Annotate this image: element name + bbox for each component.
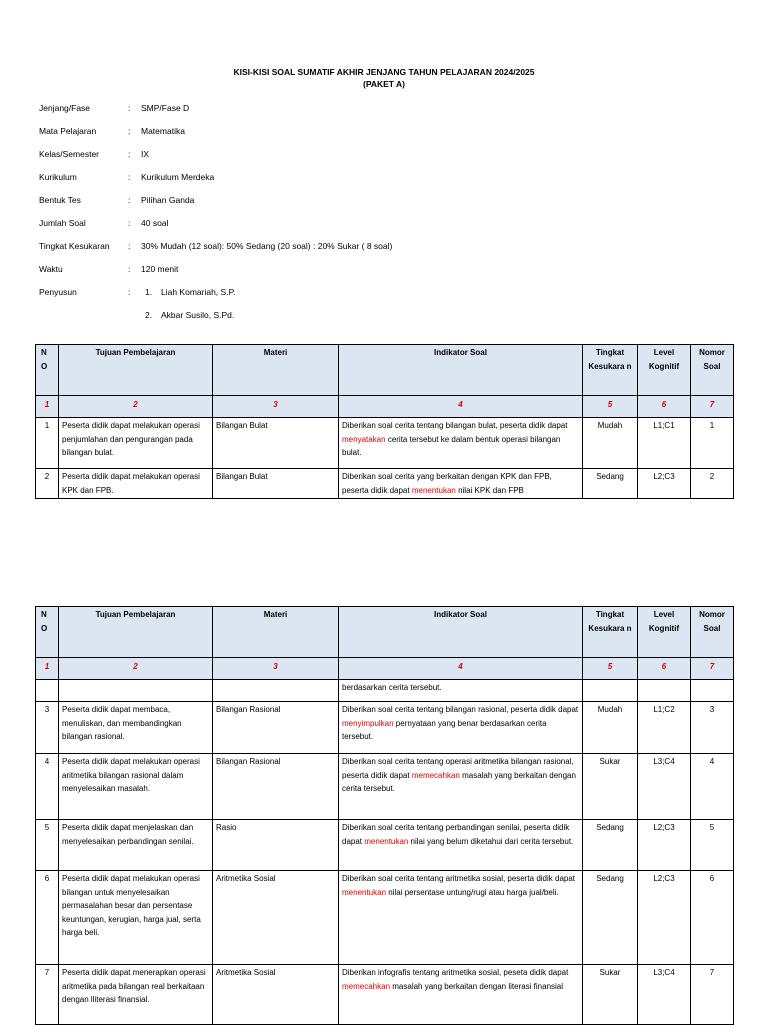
cell-nomor: 6: [691, 871, 734, 965]
table-row: [36, 754, 734, 820]
meta-label: Waktu: [39, 264, 63, 274]
indikator-text: masalah yang berkaitan dengan cerita tersebut.: [342, 770, 576, 794]
title-line-2: (PAKET A): [362, 79, 406, 89]
indikator-verb: menentukan: [342, 887, 387, 897]
meta-value: Pilihan Ganda: [141, 195, 195, 205]
indikator-text: nilai persentase untung/rugi atau harga jual/beli.: [386, 887, 559, 897]
cell-nomor: 5: [691, 820, 734, 871]
cell-nomor: 1: [691, 418, 734, 469]
cell-indikator: [339, 418, 583, 469]
indikator-text: nilai yang belum diketahui dari cerita tersebut.: [408, 836, 574, 846]
column-index: 5: [583, 658, 638, 680]
cell-level: L3;C4: [638, 754, 691, 820]
indikator-text: Diberikan soal cerita tentang bilangan bulat, peserta didik dapat: [342, 421, 568, 430]
cell-indikator: berdasarkan cerita tersebut.: [339, 680, 583, 702]
cell-materi: Bilangan Rasional: [213, 754, 339, 820]
indikator-text: pernyataan yang benar berdasarkan cerita tersebut.: [342, 718, 547, 742]
meta-colon: :: [128, 195, 131, 205]
column-index: 4: [339, 396, 583, 418]
column-index: 2: [59, 658, 213, 680]
header-materi: Materi: [213, 607, 339, 658]
cell-tingkat: [583, 680, 638, 702]
cell-materi: Aritmetika Sosial: [213, 965, 339, 1025]
column-index: 5: [583, 396, 638, 418]
meta-label: Jumlah Soal: [39, 218, 86, 228]
header-nomor: Nomor Soal: [691, 345, 734, 396]
cell-tingkat: Mudah: [583, 702, 638, 754]
cell-tingkat: Sedang: [583, 871, 638, 965]
meta-colon: :: [128, 287, 131, 297]
cell-tujuan: Peserta didik dapat melakukan operasi KPK dan FPB.: [59, 469, 213, 499]
column-index: 4: [339, 658, 583, 680]
column-index: 6: [638, 396, 691, 418]
cell-indikator: [339, 820, 583, 871]
kisi-table-page-1: [35, 344, 734, 499]
column-index: 3: [213, 658, 339, 680]
penyusun-number: 1.: [145, 287, 153, 297]
table-row: [36, 820, 734, 871]
penyusun-name: Akbar Susilo, S.Pd.: [161, 310, 235, 320]
table-row: [36, 469, 734, 499]
cell-no: 2: [36, 469, 59, 499]
meta-value: 30% Mudah (12 soal): 50% Sedang (20 soal) : 20% Sukar ( 8 soal): [141, 241, 393, 251]
cell-nomor: 7: [691, 965, 734, 1025]
column-index-row: [36, 396, 734, 418]
table-row: [36, 418, 734, 469]
meta-value: 120 menit: [141, 264, 179, 274]
indikator-text: Diberikan soal cerita yang berkaitan dengan KPK dan FPB, peserta didik dapat: [342, 472, 552, 495]
cell-indikator: [339, 754, 583, 820]
indikator-text: nilai KPK dan FPB: [455, 485, 524, 495]
indikator-verb: menyimpulkan: [342, 718, 394, 728]
penyusun-number: 2.: [145, 310, 153, 320]
column-index: 1: [36, 658, 59, 680]
table-row: [36, 871, 734, 965]
header-no: N O: [36, 607, 59, 658]
cell-materi: Bilangan Rasional: [213, 702, 339, 754]
document-title: [0, 66, 768, 90]
cell-tingkat: Sedang: [583, 469, 638, 499]
meta-label: Bentuk Tes: [39, 195, 81, 205]
cell-level: L2;C3: [638, 871, 691, 965]
column-index: 7: [691, 396, 734, 418]
column-index: 7: [691, 658, 734, 680]
indikator-text: Diberikan soal cerita tentang perbandingan senilai, peserta didik dapat: [342, 823, 570, 846]
cell-level: L3;C4: [638, 965, 691, 1025]
indikator-text: Diberikan soal cerita tentang aritmetika sosial, peserta didik dapat: [342, 874, 576, 883]
indikator-verb: menyatakan: [342, 434, 386, 444]
cell-nomor: [691, 680, 734, 702]
meta-colon: :: [128, 126, 131, 136]
meta-label: Tingkat Kesukaran: [39, 241, 110, 251]
table-row-continuation: [36, 680, 734, 702]
cell-tingkat: Sukar: [583, 965, 638, 1025]
indikator-verb: memecahkan: [342, 981, 391, 991]
cell-level: L2;C3: [638, 820, 691, 871]
indikator-text: Diberikan infografis tentang aritmetika sosial, peseta didik dapat: [342, 968, 569, 977]
cell-no: [36, 680, 59, 702]
table-header-row: [36, 607, 734, 658]
cell-no: 3: [36, 702, 59, 754]
column-index-row: [36, 658, 734, 680]
header-tingkat: Tingkat Kesukara n: [583, 345, 638, 396]
meta-label: Penyusun: [39, 287, 77, 297]
cell-indikator: [339, 702, 583, 754]
meta-colon: :: [128, 218, 131, 228]
table-header-row: [36, 345, 734, 396]
header-no: N O: [36, 345, 59, 396]
meta-colon: :: [128, 103, 131, 113]
header-indikator: Indikator Soal: [339, 607, 583, 658]
indikator-text: cerita tersebut ke dalam bentuk operasi bilangan bulat.: [342, 434, 561, 458]
meta-label: Mata Pelajaran: [39, 126, 97, 136]
column-index: 3: [213, 396, 339, 418]
meta-label: Kurikulum: [39, 172, 77, 182]
header-level: Level Kognitif: [638, 607, 691, 658]
table-row: [36, 965, 734, 1025]
meta-value: IX: [141, 149, 150, 159]
header-tujuan: Tujuan Pembelajaran: [59, 607, 213, 658]
cell-tingkat: Sedang: [583, 820, 638, 871]
header-indikator: Indikator Soal: [339, 345, 583, 396]
header-level: Level Kognitif: [638, 345, 691, 396]
cell-level: L1;C2: [638, 702, 691, 754]
cell-indikator: [339, 965, 583, 1025]
kisi-table-page-2: [35, 606, 734, 1025]
cell-tujuan: Peserta didik dapat melakukan operasi penjumlahan dan pengurangan pada bilangan bulat.: [59, 418, 213, 469]
meta-colon: :: [128, 264, 131, 274]
cell-indikator: [339, 871, 583, 965]
cell-indikator: [339, 469, 583, 499]
cell-materi: [213, 680, 339, 702]
meta-colon: :: [128, 241, 131, 251]
cell-no: 1: [36, 418, 59, 469]
header-tingkat: Tingkat Kesukara n: [583, 607, 638, 658]
cell-materi: Aritmetika Sosial: [213, 871, 339, 965]
cell-nomor: 3: [691, 702, 734, 754]
meta-colon: :: [128, 149, 131, 159]
cell-level: L1;C1: [638, 418, 691, 469]
cell-tujuan: Peserta didik dapat menerapkan operasi aritmetika pada bilangan real berkaitaan dengan lliterasi finansial.: [59, 965, 213, 1025]
column-index: 1: [36, 396, 59, 418]
penyusun-name: Liah Komariah, S.P.: [161, 287, 236, 297]
meta-value: SMP/Fase D: [141, 103, 190, 113]
cell-tingkat: Sukar: [583, 754, 638, 820]
table-row: [36, 702, 734, 754]
cell-nomor: 2: [691, 469, 734, 499]
meta-value: Matematika: [141, 126, 185, 136]
indikator-verb: memecahkan: [411, 770, 460, 780]
meta-label: Kelas/Semester: [39, 149, 99, 159]
header-materi: Materi: [213, 345, 339, 396]
column-index: 6: [638, 658, 691, 680]
cell-tingkat: Mudah: [583, 418, 638, 469]
cell-no: 5: [36, 820, 59, 871]
cell-level: L2;C3: [638, 469, 691, 499]
cell-tujuan: Peserta didik dapat menjelaskan dan menyelesaikan perbandingan senilai.: [59, 820, 213, 871]
indikator-text: Diberikan soal cerita tentang bilangan rasional, peserta didik dapat: [342, 705, 579, 714]
cell-materi: Bilangan Bulat: [213, 469, 339, 499]
cell-tujuan: Peserta didik dapat melakukan operasi bilangan untuk menyelesaikan permasalahan besar dan persentase keuntungan, kerugian, harga jual, serta harga beli.: [59, 871, 213, 965]
meta-value: Kurikulum Merdeka: [141, 172, 215, 182]
indikator-verb: menentukan: [364, 836, 409, 846]
cell-tujuan: Peserta didik dapat membaca, menuliskan, dan membandingkan bilangan rasional.: [59, 702, 213, 754]
indikator-text: masalah yang berkaitan dengan literasi finansial: [390, 981, 564, 991]
meta-label: Jenjang/Fase: [39, 103, 91, 113]
cell-nomor: 4: [691, 754, 734, 820]
indikator-text: Diberikan soal cerita tentang operasi aritmetika bilangan rasional, peserta didik dapat: [342, 757, 574, 780]
cell-no: 4: [36, 754, 59, 820]
cell-materi: Rasio: [213, 820, 339, 871]
header-nomor: Nomor Soal: [691, 607, 734, 658]
title-line-1: KISI-KISI SOAL SUMATIF AKHIR JENJANG TAHUN PELAJARAN 2024/2025: [233, 67, 535, 77]
cell-no: 7: [36, 965, 59, 1025]
meta-colon: :: [128, 172, 131, 182]
indikator-verb: menentukan: [411, 485, 456, 495]
cell-no: 6: [36, 871, 59, 965]
column-index: 2: [59, 396, 213, 418]
header-tujuan: Tujuan Pembelajaran: [59, 345, 213, 396]
cell-tujuan: Peserta didik dapat melakukan operasi aritmetika bilangan rasional dalam menyelesaikan masalah.: [59, 754, 213, 820]
cell-materi: Bilangan Bulat: [213, 418, 339, 469]
cell-tujuan: [59, 680, 213, 702]
meta-value: 40 soal: [141, 218, 169, 228]
cell-level: [638, 680, 691, 702]
